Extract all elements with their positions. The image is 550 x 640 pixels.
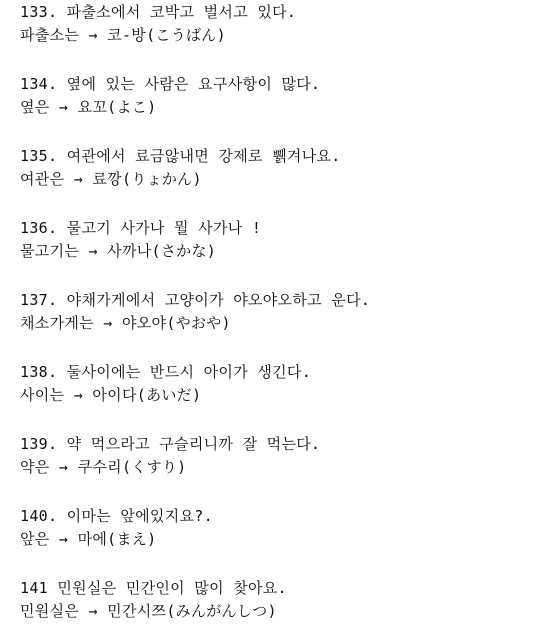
entry-140 [20, 506, 540, 549]
entry-sentence: 138. 둘사이에는 반드시 아이가 생긴다. [20, 363, 312, 381]
entry-hint: 앞은 → 마에(まえ) [20, 530, 157, 548]
entry-135 [20, 146, 540, 189]
entry-hint: 약은 → 쿠수리(くすり) [20, 458, 187, 476]
entry-hint: 옆은 → 요꼬(よこ) [20, 98, 157, 116]
entry-hint: 사이는 → 아이다(あいだ) [20, 386, 202, 404]
entry-hint: 물고기는 → 사까나(さかな) [20, 242, 217, 260]
entry-sentence: 141 민원실은 민간인이 많이 찾아요. [20, 579, 287, 597]
entry-139 [20, 434, 540, 477]
entry-sentence: 135. 여관에서 료금않내면 강제로 쀍겨나요. [20, 147, 341, 165]
entry-sentence: 139. 약 먹으라고 구슬리니까 잘 먹는다. [20, 435, 321, 453]
entry-hint: 채소가게는 → 야오야(やおや) [20, 314, 231, 332]
entry-sentence: 136. 물고기 사가나 뭘 사가나 ! [20, 219, 262, 237]
entry-sentence: 140. 이마는 앞에있지요?. [20, 507, 213, 525]
entry-hint: 파출소는 → 코-방(こうばん) [20, 26, 226, 44]
entry-137 [20, 290, 540, 333]
entry-sentence: 137. 야채가게에서 고양이가 야오야오하고 운다. [20, 291, 371, 309]
entry-hint: 민원실은 → 민간시쯔(みんがんしつ) [20, 602, 277, 620]
entry-141 [20, 578, 540, 621]
entry-133 [20, 2, 540, 45]
entry-sentence: 134. 옆에 있는 사람은 요구사항이 많다. [20, 75, 321, 93]
entry-138 [20, 362, 540, 405]
entry-134 [20, 74, 540, 117]
entry-136 [20, 218, 540, 261]
entry-hint: 여관은 → 료깡(りょかん) [20, 170, 202, 188]
entry-sentence: 133. 파출소에서 코박고 벌서고 있다. [20, 3, 297, 21]
